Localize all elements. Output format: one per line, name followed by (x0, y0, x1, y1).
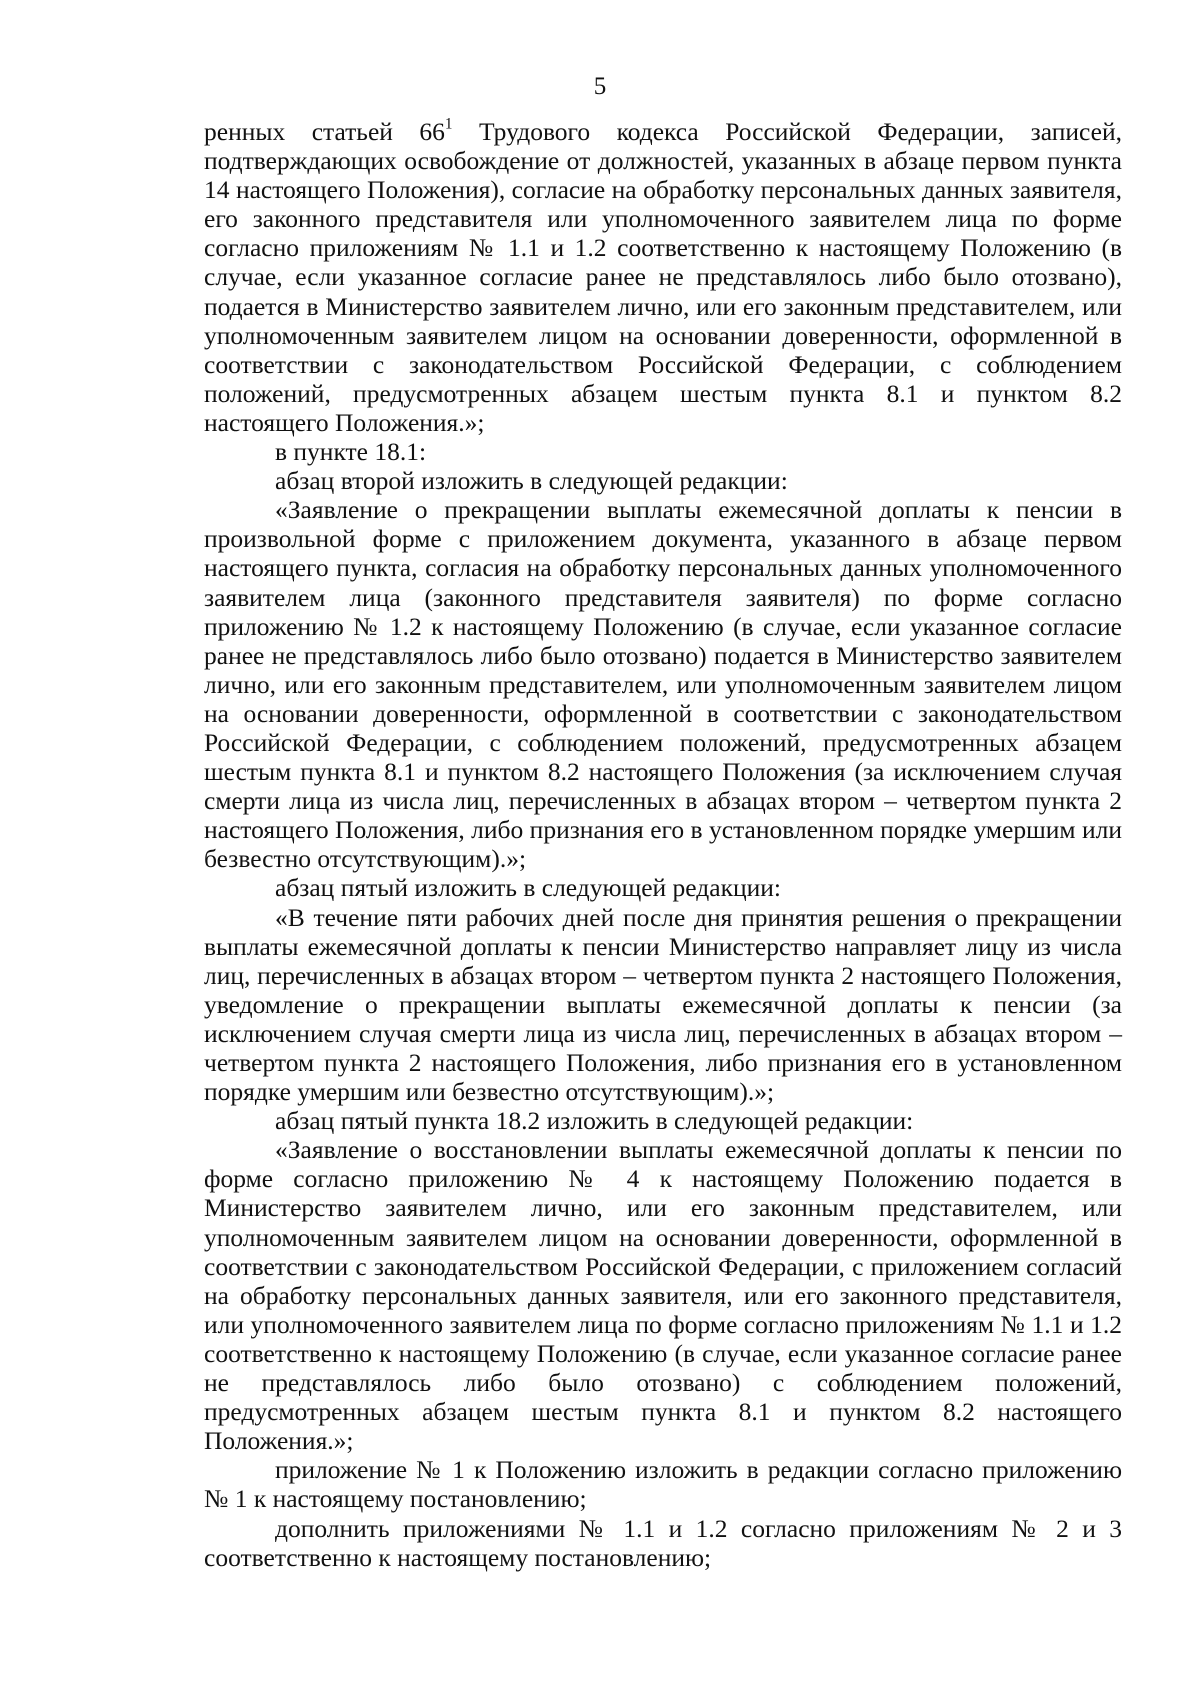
paragraph: «В течение пяти рабочих дней после дня принятия решения о прекращении выплаты ежемесячной доплаты к пенсии Министерство направляет лицу из числа лиц, перечисленных в абзацах втором – четвертом пункта 2 настоящего Положения, уведомление о прекращении выплаты ежемесячной доплаты к пенсии (за исключением случая смерти лица из числа лиц, перечисленных в абзацах втором – четвертом пункта 2 настоящего Положения, либо признания его в установленном порядке умершим или безвестно отсутствующим).»; (204, 902, 1122, 1107)
paragraph: абзац второй изложить в следующей редакции: (275, 466, 788, 496)
page-number: 5 (593, 73, 607, 100)
paragraph-text-part: Трудового кодекса Российской Федерации, записей, подтверждающих освобождение от должностей, указанных в абзаце первом пункта 14 настоящего Положения), согласие на обработку персональных данных заявителя, его законного представителя или уполномоченного заявителем лица по форме согласно приложениям № 1.1 и 1.2 соответственно к настоящему Положению (в случае, если указанное согласие ранее не представлялось либо было отозвано), подается в Министерство заявителем лично, или его законным представителем, или уполномоченным заявителем лицом на основании доверенности, оформленной в соответствии с законодательством Российской Федерации, с соблюдением положений, предусмотренных абзацем шестым пункта 8.1 и пунктом 8.2 настоящего Положения.»; (204, 117, 1122, 437)
paragraph: «Заявление о прекращении выплаты ежемесячной доплаты к пенсии в произвольной форме с приложением документа, указанного в абзаце первом настоящего пункта, согласия на обработку персональных данных уполномоченного заявителем лица (законного представителя заявителя) по форме согласно приложению № 1.2 к настоящему Положению (в случае, если указанное согласие ранее не представлялось либо было отозвано) подается в Министерство заявителем лично, или его законным представителем, или уполномоченным заявителем лицом на основании доверенности, оформленной в соответствии с законодательством Российской Федерации, с соблюдением положений, предусмотренных абзацем шестым пункта 8.1 и пунктом 8.2 настоящего Положения (за исключением случая смерти лица из числа лиц, перечисленных в абзацах втором – четвертом пункта 2 настоящего Положения, либо признания его в установленном порядке умершим или безвестно отсутствующим).»; (204, 495, 1122, 874)
paragraph: абзац пятый пункта 18.2 изложить в следующей редакции: (275, 1106, 914, 1136)
paragraph-continuation (204, 117, 1122, 437)
document-body (204, 117, 1122, 1572)
paragraph: дополнить приложениями № 1.1 и 1.2 согласно приложениям № 2 и 3 соответственно к настоящему постановлению; (204, 1513, 1122, 1572)
paragraph: «Заявление о восстановлении выплаты ежемесячной доплаты к пенсии по форме согласно приложению № 4 к настоящему Положению подается в Министерство заявителем лично, или его законным представителем, или уполномоченным заявителем лицом на основании доверенности, оформленной в соответствии с законодательством Российской Федерации, с приложением согласий на обработку персональных данных заявителя, или его законного представителя, или уполномоченного заявителем лица по форме согласно приложениям № 1.1 и 1.2 соответственно к настоящему Положению (в случае, если указанное согласие ранее не представлялось либо было отозвано) с соблюдением положений, предусмотренных абзацем шестым пункта 8.1 и пунктом 8.2 настоящего Положения.»; (204, 1135, 1122, 1456)
paragraph: абзац пятый изложить в следующей редакции: (275, 873, 781, 903)
paragraph-text-part: ренных статьей 66 (204, 117, 445, 146)
paragraph: в пункте 18.1: (275, 437, 427, 467)
superscript-mark: 1 (444, 115, 453, 133)
paragraph: приложение № 1 к Положению изложить в редакции согласно приложению № 1 к настоящему постановлению; (204, 1455, 1122, 1514)
